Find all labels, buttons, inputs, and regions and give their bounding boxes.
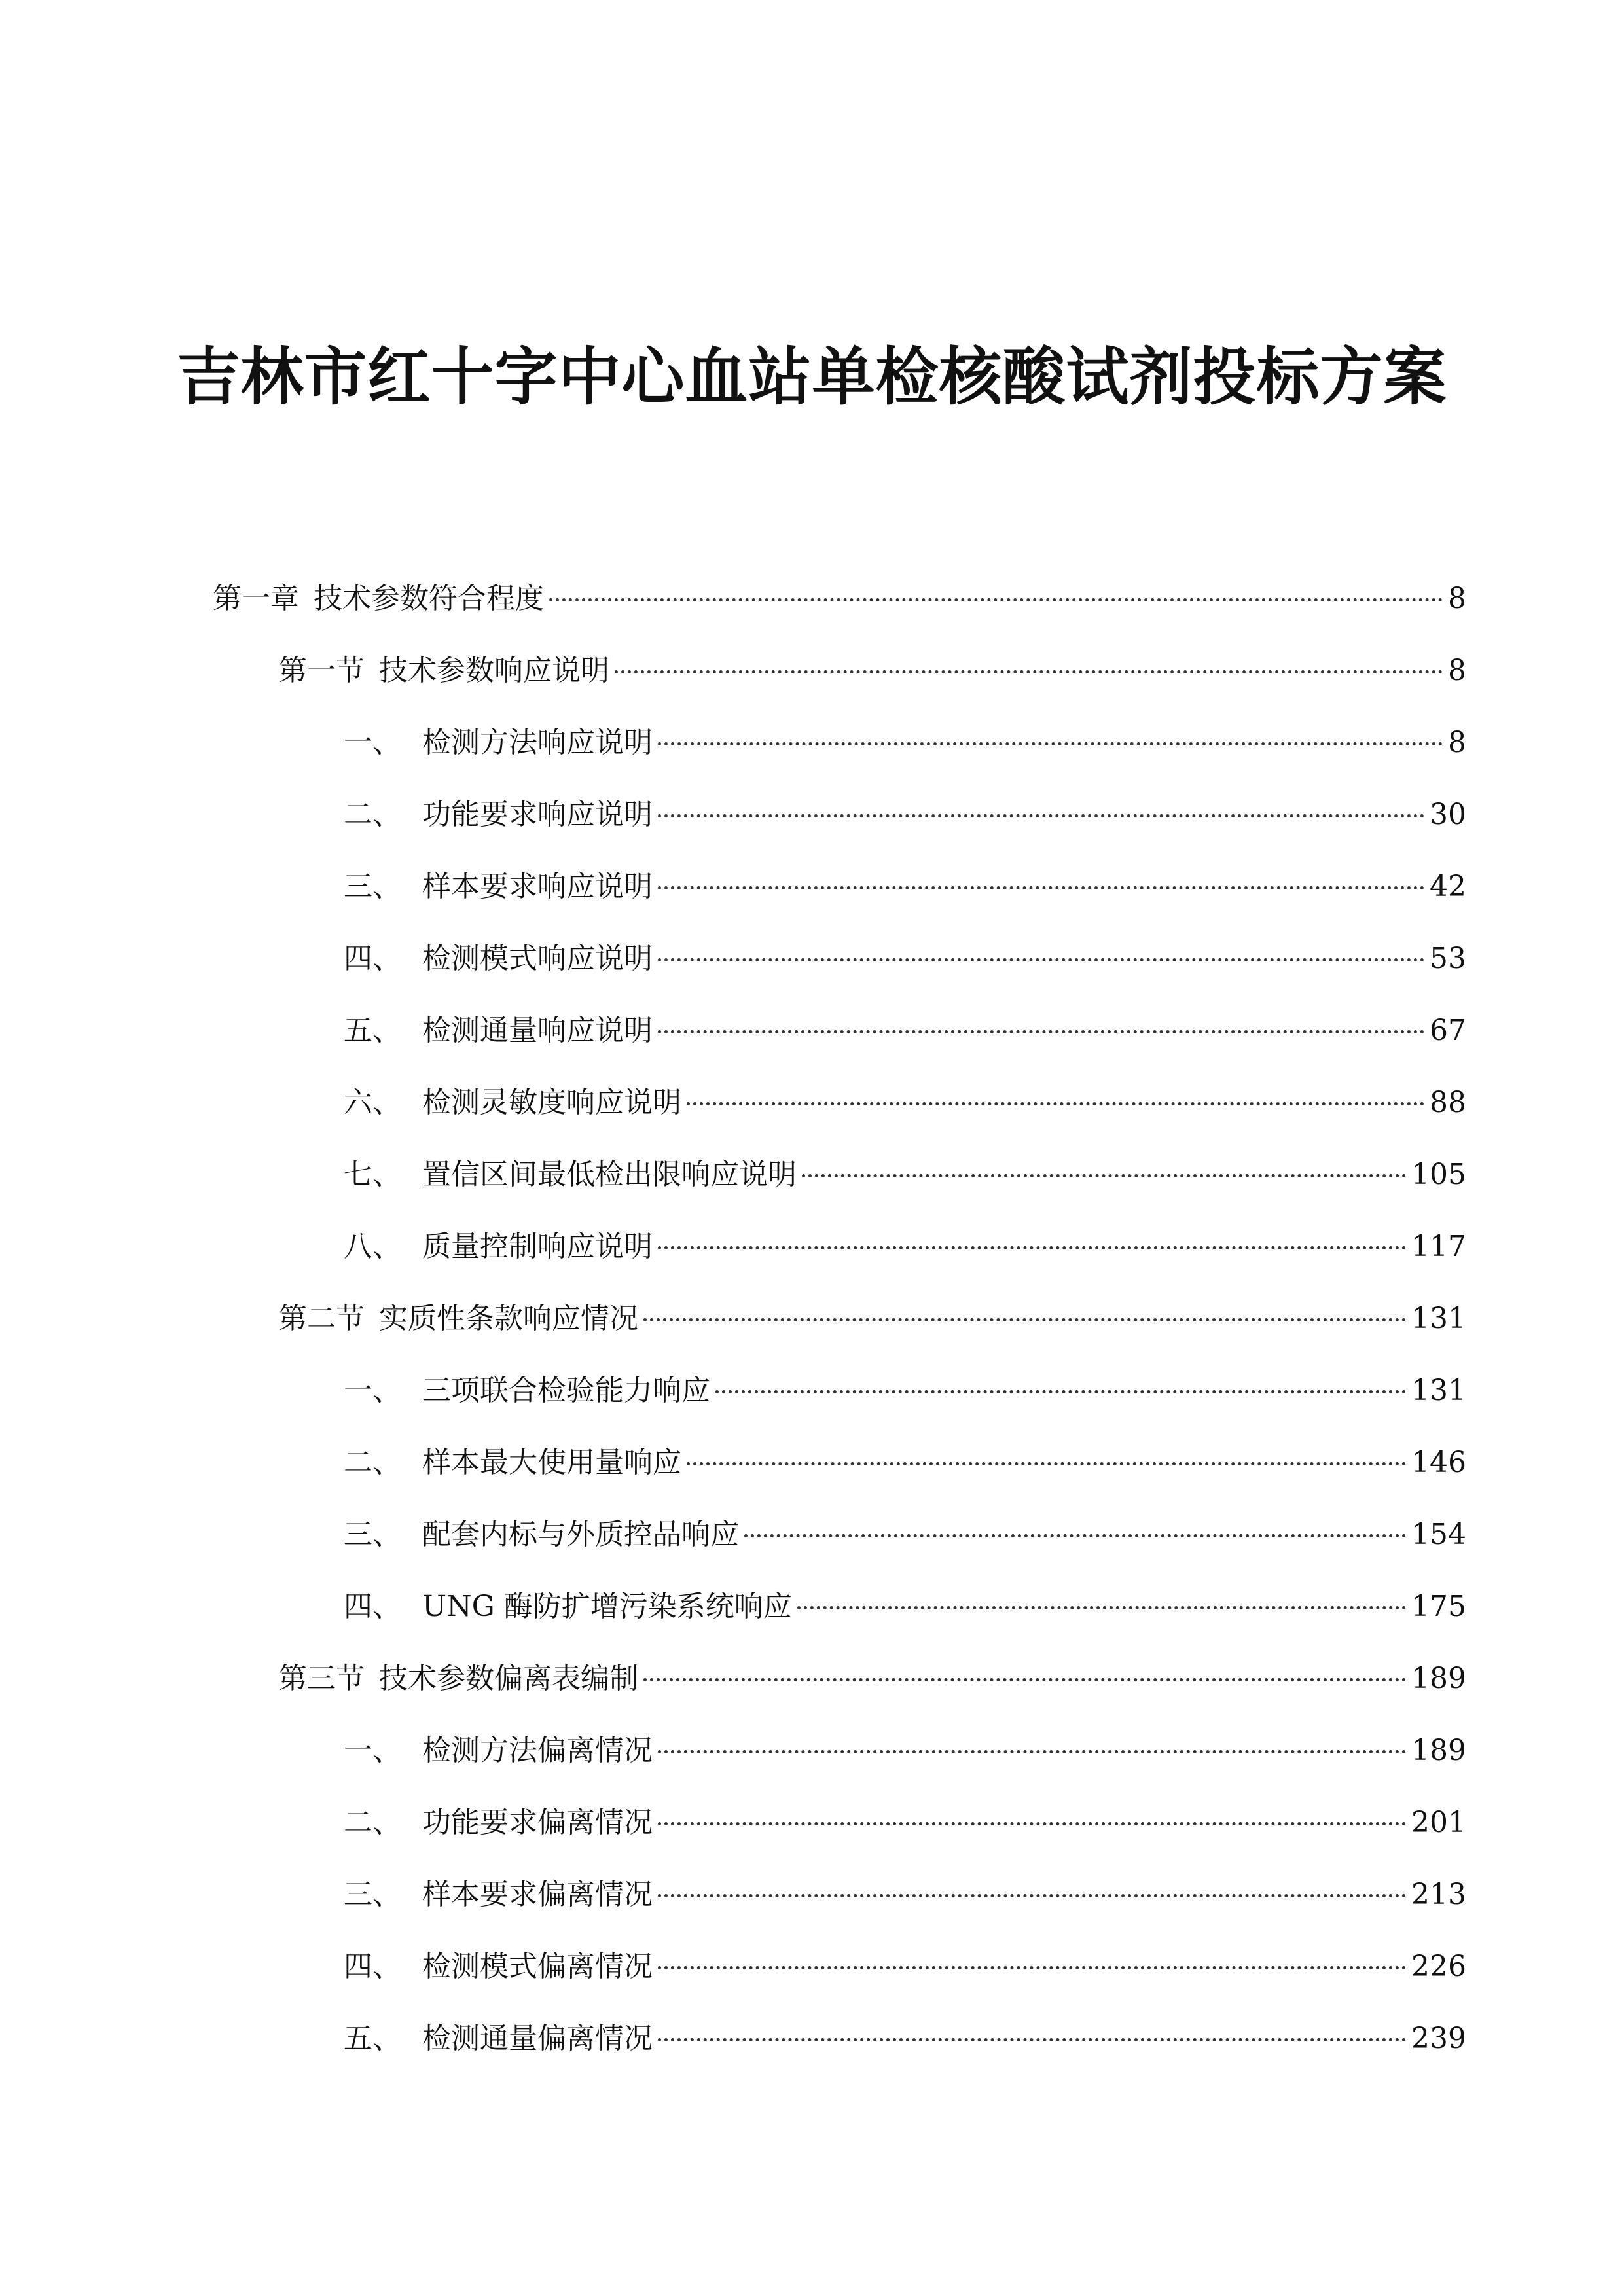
dot-leader <box>658 1894 1406 1897</box>
dot-leader <box>615 670 1443 673</box>
toc-entry-page: 53 <box>1430 942 1466 975</box>
toc-entry-page: 146 <box>1411 1446 1466 1479</box>
toc-entry-page: 131 <box>1411 1374 1466 1407</box>
toc-entry-number: 三、 <box>344 1518 401 1551</box>
toc-entry-number: 第三节 <box>278 1662 365 1695</box>
toc-entry-title: 检测灵敏度响应说明 <box>422 1086 681 1119</box>
dot-leader <box>802 1174 1406 1177</box>
toc-entry[interactable] <box>344 936 1466 982</box>
toc-entry-title: 功能要求偏离情况 <box>422 1806 653 1839</box>
dot-leader <box>549 598 1443 601</box>
toc-entry[interactable] <box>344 2016 1466 2062</box>
toc-entry-number: 四、 <box>344 942 401 975</box>
toc-entry-number: 七、 <box>344 1158 401 1191</box>
toc-entry[interactable] <box>213 576 1466 622</box>
toc-entry[interactable] <box>278 1296 1466 1342</box>
toc-entry-title: 功能要求响应说明 <box>422 798 653 831</box>
dot-leader <box>658 886 1424 889</box>
toc-entry-page: 117 <box>1411 1230 1466 1263</box>
toc-entry-number: 二、 <box>344 1806 401 1839</box>
toc-entry-title: 检测模式响应说明 <box>422 942 653 975</box>
dot-leader <box>715 1390 1406 1393</box>
dot-leader <box>797 1606 1406 1609</box>
toc-entry-page: 201 <box>1411 1806 1466 1839</box>
toc-entry-title: 检测方法偏离情况 <box>422 1734 653 1767</box>
toc-entry-title: 技术参数符合程度 <box>314 582 544 615</box>
toc-entry[interactable] <box>344 792 1466 838</box>
toc-entry-title: 样本最大使用量响应 <box>422 1446 681 1479</box>
toc-entry-number: 第一节 <box>278 654 365 687</box>
dot-leader <box>687 1102 1424 1105</box>
toc-entry[interactable] <box>344 1800 1466 1846</box>
toc-entry[interactable] <box>344 1872 1466 1918</box>
toc-entry-number: 四、 <box>344 1590 401 1623</box>
toc-entry-number: 五、 <box>344 2022 401 2055</box>
toc-entry[interactable] <box>344 1224 1466 1270</box>
dot-leader <box>744 1534 1406 1537</box>
toc-entry-page: 105 <box>1411 1158 1466 1191</box>
toc-entry-page: 189 <box>1411 1734 1466 1767</box>
toc-entry-number: 一、 <box>344 1734 401 1767</box>
toc-entry-title: 技术参数响应说明 <box>379 654 609 687</box>
toc-entry-title: 质量控制响应说明 <box>422 1230 653 1263</box>
toc-entry-title: UNG 酶防扩增污染系统响应 <box>422 1590 792 1623</box>
toc-entry-page: 8 <box>1448 654 1466 687</box>
toc-entry-title: 置信区间最低检出限响应说明 <box>422 1158 797 1191</box>
toc-entry-number: 二、 <box>344 798 401 831</box>
toc-entry-page: 8 <box>1448 582 1466 615</box>
toc-entry-title: 检测方法响应说明 <box>422 726 653 759</box>
dot-leader <box>643 1318 1406 1321</box>
toc-entry-title: 检测模式偏离情况 <box>422 1950 653 1983</box>
toc-entry-number: 五、 <box>344 1014 401 1047</box>
toc-entry-page: 154 <box>1411 1518 1466 1551</box>
toc-entry-page: 42 <box>1430 870 1466 903</box>
toc-entry[interactable] <box>344 720 1466 766</box>
dot-leader <box>658 1822 1406 1825</box>
toc-entry-number: 第二节 <box>278 1302 365 1335</box>
toc-entry-number: 二、 <box>344 1446 401 1479</box>
document-title: 吉林市红十字中心血站单检核酸试剂投标方案 <box>177 340 1447 414</box>
toc-entry-page: 213 <box>1411 1878 1466 1911</box>
toc-entry-title: 技术参数偏离表编制 <box>379 1662 638 1695</box>
toc-entry-page: 131 <box>1411 1302 1466 1335</box>
toc-entry[interactable] <box>344 1152 1466 1198</box>
toc-entry[interactable] <box>278 1656 1466 1702</box>
dot-leader <box>658 1246 1406 1249</box>
toc-entry[interactable] <box>344 1368 1466 1414</box>
toc-entry-page: 30 <box>1430 798 1466 831</box>
toc-entry-title: 样本要求响应说明 <box>422 870 653 903</box>
toc-entry-page: 67 <box>1430 1014 1466 1047</box>
toc-entry-title: 检测通量偏离情况 <box>422 2022 653 2055</box>
toc-entry-number: 三、 <box>344 1878 401 1911</box>
dot-leader <box>643 1678 1406 1681</box>
toc-entry[interactable] <box>344 1728 1466 1774</box>
toc-entry-page: 88 <box>1430 1086 1466 1119</box>
toc-entry-number: 一、 <box>344 1374 401 1407</box>
toc-entry-page: 8 <box>1448 726 1466 759</box>
toc-entry-number: 八、 <box>344 1230 401 1263</box>
toc-entry-number: 第一章 <box>213 582 299 615</box>
toc-entry-page: 239 <box>1411 2022 1466 2055</box>
toc-entry-page: 189 <box>1411 1662 1466 1695</box>
toc-entry-title: 实质性条款响应情况 <box>379 1302 638 1335</box>
toc-entry[interactable] <box>344 1440 1466 1486</box>
dot-leader <box>658 742 1443 745</box>
toc-entry[interactable] <box>344 1512 1466 1558</box>
toc-entry-page: 226 <box>1411 1950 1466 1983</box>
toc-entry-number: 一、 <box>344 726 401 759</box>
toc-entry[interactable] <box>278 648 1466 694</box>
dot-leader <box>658 1966 1406 1969</box>
toc-entry[interactable] <box>344 1944 1466 1990</box>
toc-entry-title: 配套内标与外质控品响应 <box>422 1518 739 1551</box>
toc-entry[interactable] <box>344 864 1466 910</box>
toc-entry[interactable] <box>344 1584 1466 1630</box>
toc-entry-number: 四、 <box>344 1950 401 1983</box>
toc-entry-page: 175 <box>1411 1590 1466 1623</box>
toc-entry-title: 检测通量响应说明 <box>422 1014 653 1047</box>
toc-entry[interactable] <box>344 1008 1466 1054</box>
toc-entry-title: 三项联合检验能力响应 <box>422 1374 710 1407</box>
dot-leader <box>658 2038 1406 2041</box>
toc-entry-number: 三、 <box>344 870 401 903</box>
toc-entry[interactable] <box>344 1080 1466 1126</box>
dot-leader <box>658 1030 1424 1033</box>
toc-entry-title: 样本要求偏离情况 <box>422 1878 653 1911</box>
dot-leader <box>658 1750 1406 1753</box>
toc-entry-number: 六、 <box>344 1086 401 1119</box>
dot-leader <box>658 958 1424 961</box>
dot-leader <box>687 1462 1406 1465</box>
dot-leader <box>658 814 1424 817</box>
